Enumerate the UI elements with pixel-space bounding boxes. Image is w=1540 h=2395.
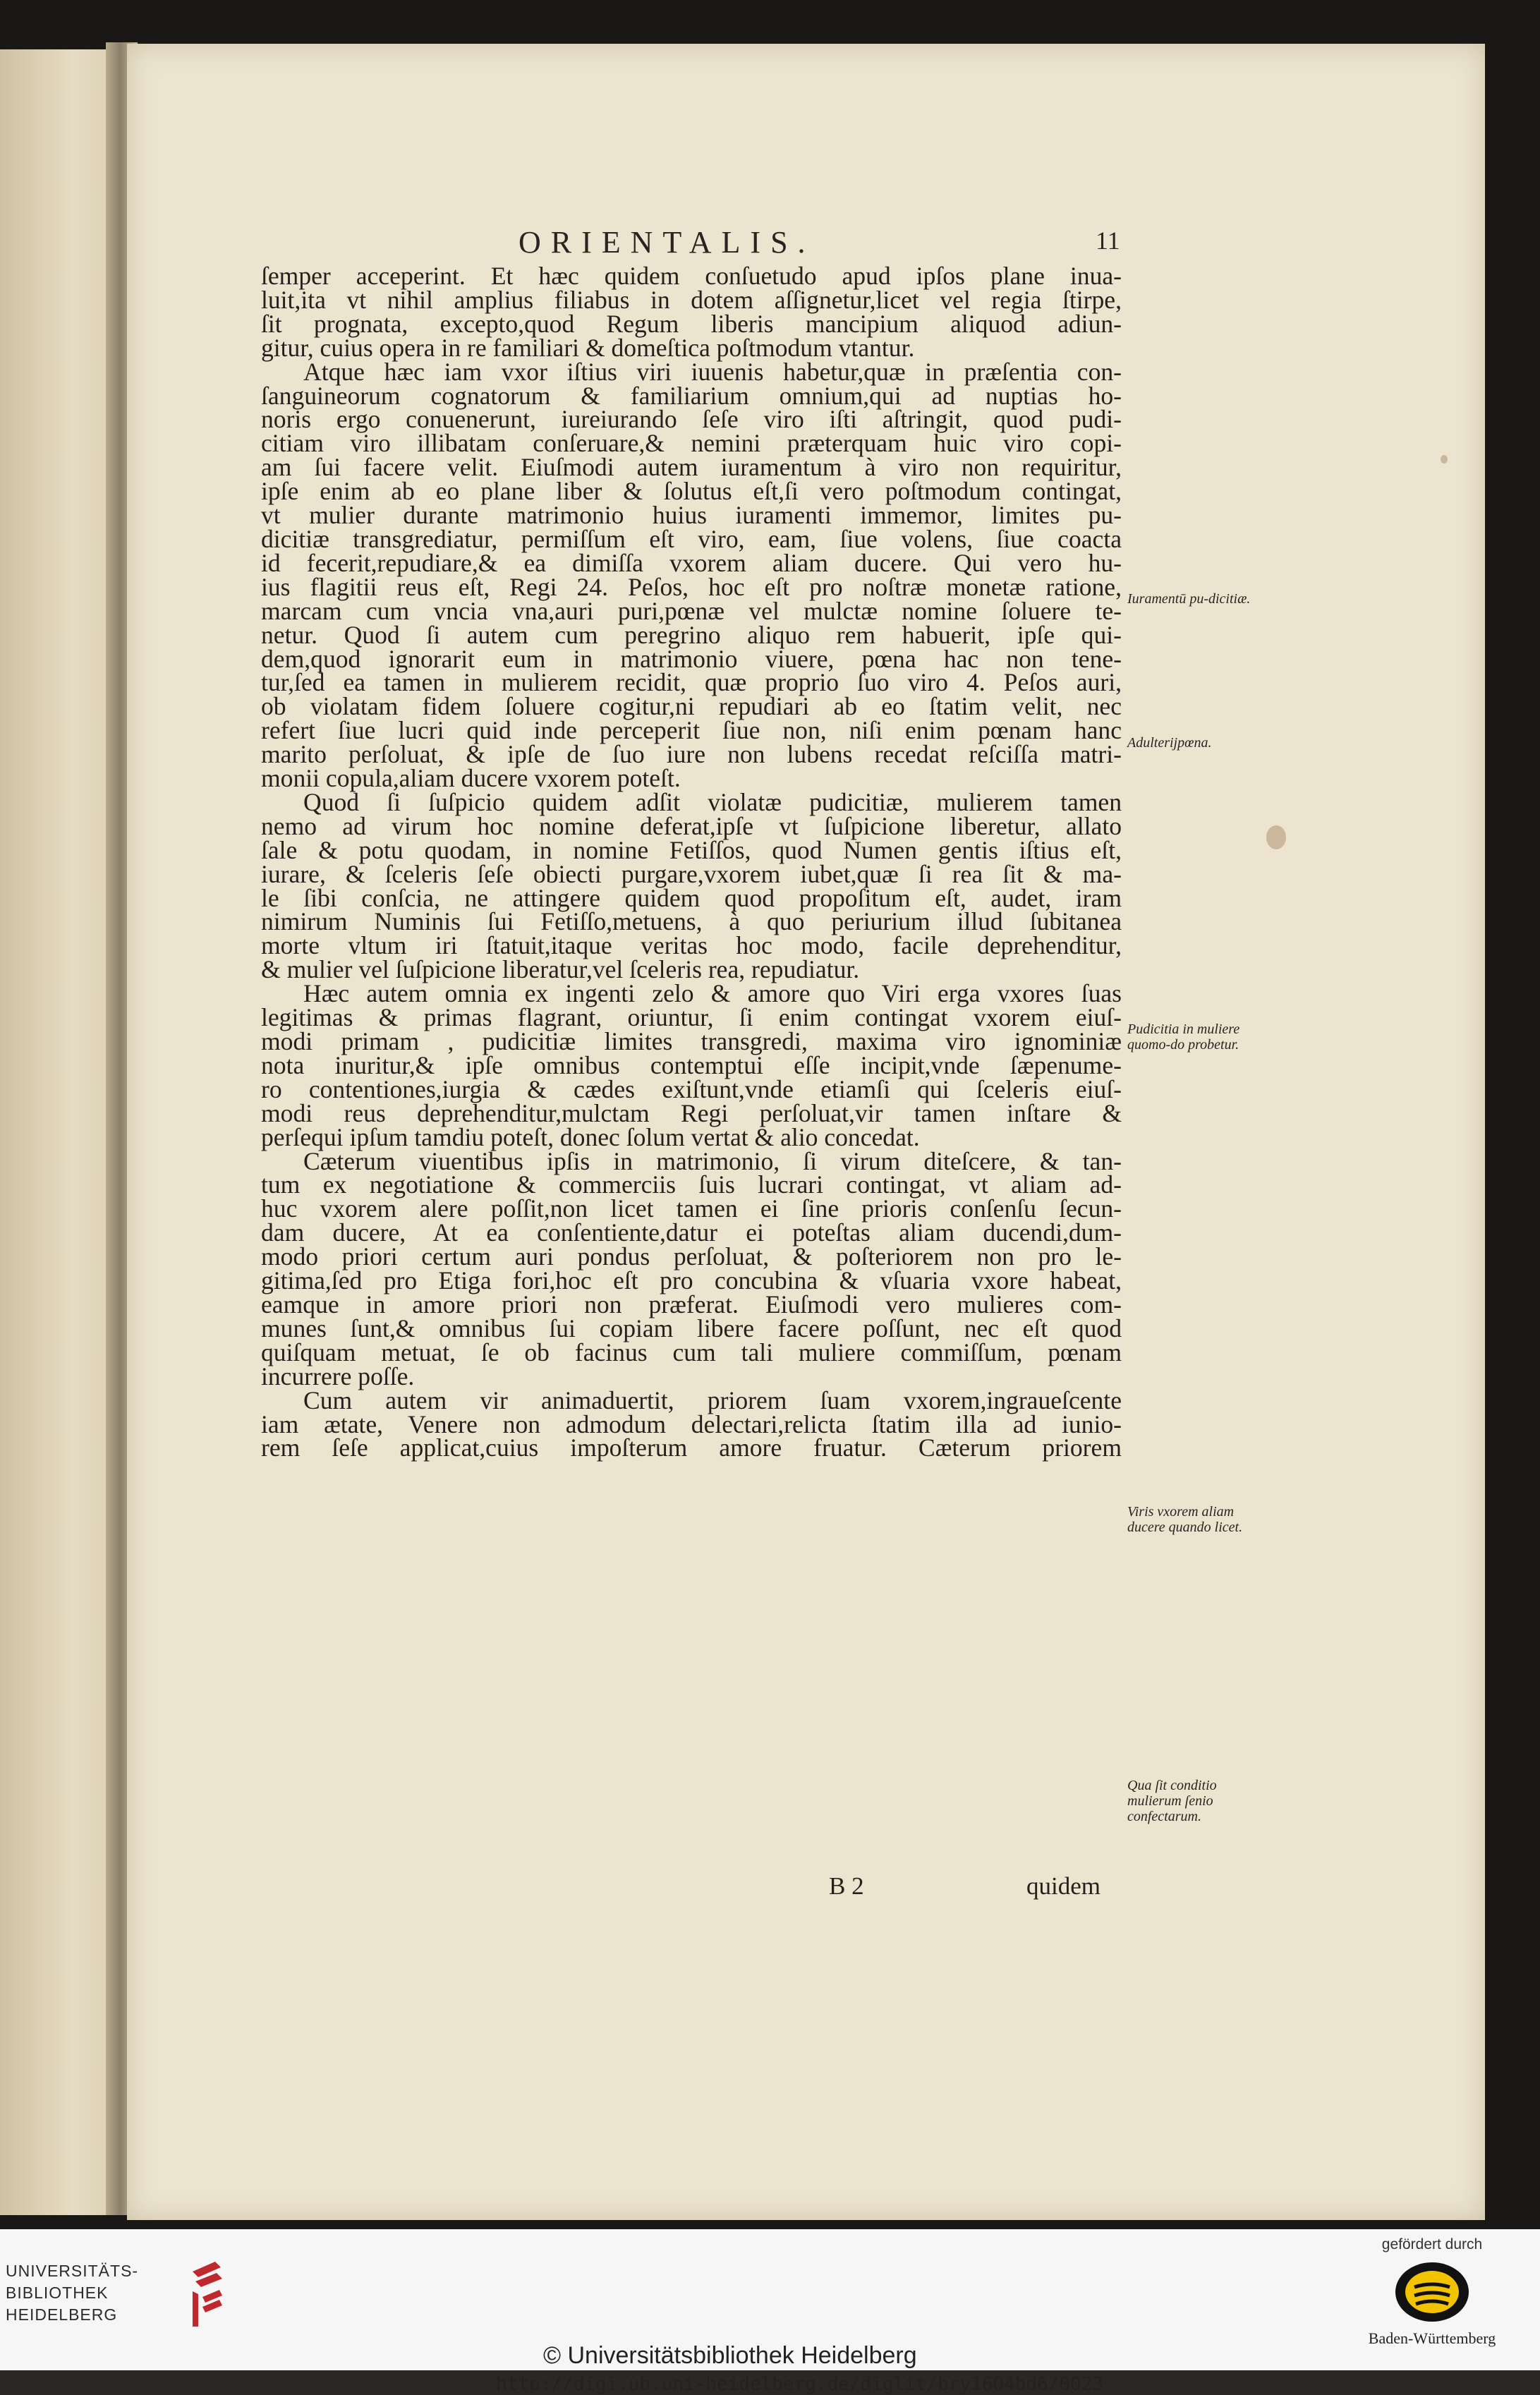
text-line: ro contentiones,iurgia & cædes exiſtunt,vnde etiamſi qui ſceleris eiuſ- <box>261 1074 1122 1103</box>
running-head: ORIENTALIS. <box>519 225 816 260</box>
text-line: modi reus deprehenditur,mulctam Regi perſoluat,vir tamen inſtare & <box>261 1098 1122 1127</box>
text-line: marcam cum vncia vna,auri puri,pœnæ vel mulctæ nomine ſoluere te- <box>261 596 1122 625</box>
margin-note: Pudicitia in muliere quomo-do probetur. <box>1127 1021 1240 1053</box>
text-line: Atque hæc iam vxor iſtius viri iuuenis habetur,quæ in præſentia con- <box>303 357 1122 386</box>
library-name-line: BIBLIOTHEK <box>6 2284 109 2302</box>
text-line: tur,ſed ea tamen in mulierem recidit, quæ proprio ſuo viro 4. Peſos auri, <box>261 668 1122 697</box>
text-line: iam ætate, Venere non admodum delectari,relicta ſtatim illa ad iunio- <box>261 1409 1122 1438</box>
text-line: gitima,ſed pro Etiga fori,hoc eſt pro concubina & vſuaria vxore habeat, <box>261 1266 1122 1295</box>
text-line: Hæc autem omnia ex ingenti zelo & amore quo Viri erga vxores ſuas <box>303 979 1122 1008</box>
margin-note: Viris vxorem aliam ducere quando licet. <box>1127 1504 1243 1535</box>
text-line: munes ſunt,& omnibus ſui copiam libere facere poſſunt, nec eſt quod <box>261 1314 1122 1342</box>
text-line: modo priori certum auri pondus perſoluat, & poſteriorem non pro le- <box>261 1242 1122 1271</box>
text-line: netur. Quod ſi autem cum peregrino aliquo rem habuerit, ipſe qui- <box>261 620 1122 649</box>
text-line: iurare, & ſceleris ſeſe obiecti purgare,vxorem iubet,quæ ſi rea ſit & ma- <box>261 859 1122 888</box>
funding-label: gefördert durch <box>1381 2236 1483 2252</box>
funding-name: Baden-Württemberg <box>1368 2329 1496 2347</box>
text-line: gitur, cuius opera in re familiari & domeſtica poſtmodum vtantur. <box>261 333 915 362</box>
signature-mark: B 2 <box>829 1872 864 1900</box>
text-line: noris ergo conuenerunt, iureiurando ſeſe viro iſti aſtringit, quod pudi- <box>261 405 1122 434</box>
library-name <box>6 2260 138 2326</box>
text-line: ſemper acceperint. Et hæc quidem conſuetudo apud ipſos plane inua- <box>261 262 1122 290</box>
page-number: 11 <box>1096 226 1120 255</box>
margin-note: Adulterijpœna. <box>1127 735 1212 751</box>
paper-stain <box>1441 455 1448 463</box>
text-line: ſit prognata, excepto,quod Regum liberis mancipium aliquod adiun- <box>261 309 1122 338</box>
state-emblem-icon[interactable] <box>1393 2260 1471 2324</box>
text-line: ius flagitii reus eſt, Regi 24. Peſos, hoc eſt pro noſtræ monetæ ratione, <box>261 572 1122 601</box>
text-line: rem ſeſe applicat,cuius impoſterum amore fruatur. Cæterum priorem <box>261 1433 1122 1462</box>
text-line: tum ex negotiatione & commerciis ſuis lucrari contingat, vt aliam ad- <box>261 1170 1122 1199</box>
text-line: ipſe enim ab eo plane liber & ſolutus eſt,ſi vero poſtmodum contingat, <box>261 477 1122 506</box>
library-name-line: UNIVERSITÄTS- <box>6 2262 139 2280</box>
margin-note: Iuramentū pu-dicitiæ. <box>1127 591 1251 607</box>
text-line: nemo ad virum hoc nomine deferat,ipſe vt ſuſpicione liberetur, allato <box>261 811 1122 840</box>
text-line: id fecerit,repudiare,& ea dimiſſa vxorem aliam ducere. Qui vero hu- <box>261 548 1122 577</box>
body-text <box>261 262 1122 1462</box>
text-line: marito perſoluat, & ipſe de ſuo iure non lubens recedat reſciſſa matri- <box>261 740 1122 769</box>
text-line: Cæterum viuentibus ipſis in matrimonio, ſi virum diteſcere, & tan- <box>303 1146 1122 1175</box>
library-logo[interactable] <box>0 2257 233 2335</box>
text-line: quiſquam metuat, ſe ob facinus cum tali muliere commiſſum, pœnam <box>261 1338 1122 1366</box>
margin-note: Qua ſit conditio mulierum ſenio confectarum. <box>1127 1778 1217 1824</box>
text-line: monii copula,aliam ducere vxorem poteſt. <box>261 764 681 793</box>
text-line: le ſibi conſcia, ne attingere quidem quod propoſitum eſt, audet, iram <box>261 883 1122 912</box>
text-line: modi primam , pudicitiæ limites transgredi, maxima viro ignominiæ <box>261 1027 1122 1055</box>
text-line: ſanguineorum cognatorum & familiarium omnium,qui ad nuptias ho- <box>261 381 1122 410</box>
library-mark-icon <box>187 2257 229 2335</box>
left-page-edge <box>0 49 123 2215</box>
text-line: legitimas & primas flagrant, oriuntur, ſi enim contingat vxorem eiuſ- <box>261 1003 1122 1032</box>
text-line: dam ducere, At ea conſentiente,datur ei poteſtas aliam ducendi,dum- <box>261 1218 1122 1247</box>
text-line: Quod ſi ſuſpicio quidem adſit violatæ pudicitiæ, mulierem tamen <box>303 787 1122 816</box>
footer-bar <box>0 2229 1540 2395</box>
text-line: & mulier vel ſuſpicione liberatur,vel ſceleris rea, repudiatur. <box>261 955 860 984</box>
text-line: luit,ita vt nihil amplius filiabus in dotem aſſignetur,licet vel regia ſtirpe, <box>261 285 1122 314</box>
text-line: nota inuritur,& ipſe omnibus contemptui eſſe incipit,vnde ſæpenume- <box>261 1050 1122 1079</box>
text-line: morte vltum iri ſtatuit,itaque veritas hoc modo, facile deprehenditur, <box>261 931 1122 960</box>
text-line: am ſui facere velit. Eiuſmodi autem iuramentum à viro non requiritur, <box>261 453 1122 482</box>
paper-stain <box>1266 825 1286 849</box>
catchword: quidem <box>1026 1872 1101 1900</box>
text-line: ob violatam fidem ſoluere cogitur,ni repudiari ab eo ſtatim velit, nec <box>261 692 1122 721</box>
text-line: perſequi ipſum tamdiu poteſt, donec ſolum vertat & alio concedat. <box>261 1122 920 1151</box>
text-line: dem,quod ignorarit eum in matrimonio viuere, pœna hac non tene- <box>261 644 1122 673</box>
text-line: citiam viro illibatam conſeruare,& nemini præterquam huic viro copi- <box>261 429 1122 458</box>
copyright-notice: © Universitätsbibliothek Heidelberg <box>543 2342 917 2369</box>
text-line: refert ſiue lucri quid inde perceperit ſiue non, niſi enim pœnam hanc <box>261 716 1122 745</box>
library-name-line: HEIDELBERG <box>6 2305 118 2324</box>
text-line: Cum autem vir animaduertit, priorem ſuam vxorem,ingraueſcente <box>303 1386 1122 1414</box>
text-line: huc vxorem alere poſſit,non licet tamen ei ſine prioris conſenſu ſecun- <box>261 1194 1122 1223</box>
text-line: ſale & potu quodam, in nomine Fetiſſos, quod Numen gentis iſtius eſt, <box>261 835 1122 864</box>
text-line: dicitiæ transgrediatur, permiſſum eſt viro, eam, ſiue volens, ſiue coacta <box>261 524 1122 553</box>
text-line: eamque in amore priori non præferat. Eiuſmodi vero mulieres com- <box>261 1290 1122 1318</box>
text-line: incurrere poſſe. <box>261 1362 415 1390</box>
permalink[interactable]: http://digi.ub.uni-heidelberg.de/diglit/bry1604bd6/0023 <box>496 2374 1103 2395</box>
text-line: vt mulier durante matrimonio huius iuramenti immemor, limites pu- <box>261 501 1122 530</box>
text-line: nimirum Numinis ſui Fetiſſo,metuens, à quo periurium illud ſubitanea <box>261 907 1122 936</box>
funding-block <box>1333 2236 1531 2348</box>
